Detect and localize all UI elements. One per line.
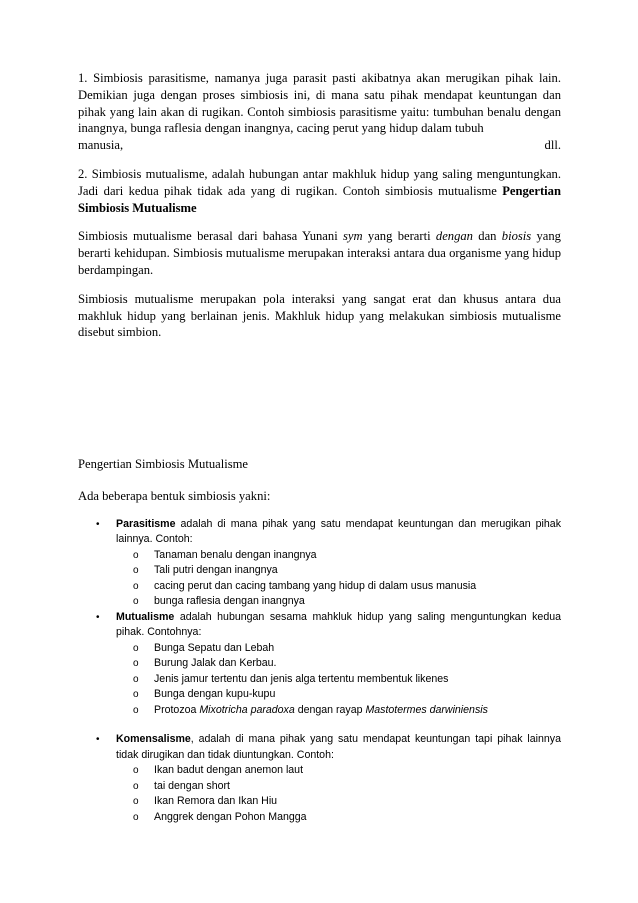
sub-bullet-icon: o <box>133 765 139 777</box>
paragraph-mutualisme-text: 2. Simbiosis mutualisme, adalah hubungan antar makhluk hidup yang saling menguntungkan. Jadi dari kedua pihak tidak ada yang di rugikan. Contoh simbiosis mutualisme <box>78 166 561 198</box>
paragraph-parasitisme-text: 1. Simbiosis parasitisme, namanya juga parasit pasti akibatnya akan merugikan pihak lain. Demikian juga dengan proses simbiosis ini, di mana satu pihak mendapat keuntungan dan pihak yang lain akan di rugikan. Contoh simbiosis parasitisme yaitu: tumbuhan benalu dengan inangnya, bunga raflesia dengan inangnya, cacing perut yang hidup dalam tubuh <box>78 71 561 136</box>
list-item <box>116 641 561 657</box>
list-item <box>116 687 561 703</box>
examples-komensalisme <box>116 763 561 825</box>
bullet-icon: • <box>96 611 100 623</box>
desc-komensalisme: , adalah di mana pihak yang satu mendapat keuntungan tapi pihak lainnya tidak dirugikan dan tidak diuntungkan. Contoh: <box>116 733 561 761</box>
paragraph-parasitisme <box>78 70 561 137</box>
list-item <box>116 594 561 610</box>
example-text: Tanaman benalu dengan inangnya <box>154 548 317 561</box>
sub-bullet-icon: o <box>133 549 139 561</box>
bullet-icon: • <box>96 518 100 530</box>
example-text: Jenis jamur tertentu dan jenis alga tertentu membentuk likenes <box>154 672 449 685</box>
section-intro: Ada beberapa bentuk simbiosis yakni: <box>78 488 271 503</box>
list-item-mutualisme <box>78 610 561 719</box>
desc-parasitisme: adalah di mana pihak yang satu mendapat keuntungan dan merugikan pihak lainnya. Contoh: <box>116 517 561 546</box>
term-komensalisme: Komensalisme <box>116 733 191 746</box>
paragraph-simbion-text: Simbiosis mutualisme merupakan pola interaksi yang sangat erat dan khusus antara dua makhluk hidup yang berlainan jenis. Makhluk hidup yang melakukan simbiosis mutualisme disebut simbion. <box>78 291 561 340</box>
list-item <box>116 672 561 688</box>
sub-bullet-icon: o <box>133 689 139 701</box>
list-item <box>116 779 561 795</box>
list-item <box>116 794 561 810</box>
list-item <box>116 763 561 779</box>
document-top-section <box>78 70 561 341</box>
sub-bullet-icon: o <box>133 704 139 716</box>
sub-bullet-icon: o <box>133 658 139 670</box>
paragraph-parasitisme-last-left: manusia, <box>78 138 124 153</box>
example-text: tai dengan short <box>154 779 230 792</box>
examples-parasitisme <box>116 548 561 610</box>
example-text: Bunga dengan kupu-kupu <box>154 688 276 701</box>
document-bottom-section <box>78 456 561 825</box>
desc-mutualisme: adalah hubungan sesama mahkluk hidup yang saling menguntungkan kedua pihak. Contohnya: <box>116 610 561 639</box>
example-text: bunga raflesia dengan inangnya <box>154 595 305 608</box>
etymology-italic-biosis: biosis <box>501 229 532 244</box>
example-text: Burung Jalak dan Kerbau. <box>154 657 277 670</box>
list-item-komensalisme <box>78 732 561 825</box>
etymology-italic-dengan: dengan <box>435 229 473 244</box>
term-parasitisme: Parasitisme <box>116 517 176 530</box>
bullet-icon: • <box>96 734 100 746</box>
paragraph-parasitisme-last-right: dll. <box>544 138 561 153</box>
example-text: Bunga Sepatu dan Lebah <box>154 641 275 654</box>
sub-bullet-icon: o <box>133 580 139 592</box>
sub-bullet-icon: o <box>133 811 139 823</box>
sub-bullet-icon: o <box>133 596 139 608</box>
simbiosis-types-list <box>78 517 561 826</box>
paragraph-simbion <box>78 291 561 341</box>
list-item <box>116 548 561 564</box>
example-text: cacing perut dan cacing tambang yang hidup di dalam usus manusia <box>154 579 477 592</box>
etymology-italic-sym: sym <box>343 229 363 244</box>
section-heading: Pengertian Simbiosis Mutualisme <box>78 457 249 471</box>
paragraph-mutualisme-bold-tail: Pengertian Simbiosis Mutualisme <box>78 183 561 215</box>
etymology-text-1: Simbiosis mutualisme berasal dari bahasa Yunani <box>78 229 338 244</box>
paragraph-mutualisme <box>78 166 561 216</box>
example-text: Anggrek dengan Pohon Mangga <box>154 810 307 823</box>
etymology-text-2: yang berarti <box>367 229 431 244</box>
example-text: Tali putri dengan inangnya <box>154 564 278 577</box>
examples-mutualisme <box>116 641 561 719</box>
example-text: Ikan Remora dan Ikan Hiu <box>154 795 278 808</box>
etymology-text-4: yang berarti kehidupan. Simbiosis mutualisme merupakan interaksi antara dua organisme yang hidup berdampingan. <box>78 229 561 277</box>
etymology-text-3: dan <box>478 229 497 244</box>
sub-bullet-icon: o <box>133 796 139 808</box>
list-item <box>116 579 561 595</box>
example-text: Ikan badut dengan anemon laut <box>154 764 304 777</box>
list-item <box>116 810 561 826</box>
paragraph-parasitisme-last-line <box>78 137 561 154</box>
list-item-parasitisme <box>78 517 561 610</box>
example-protozoa-text-2: dengan rayap <box>294 703 366 716</box>
sub-bullet-icon: o <box>133 642 139 654</box>
example-protozoa-species: Mixotricha paradoxa <box>199 703 295 716</box>
list-item <box>116 563 561 579</box>
example-termite-species: Mastotermes darwiniensis <box>365 703 488 716</box>
sub-bullet-icon: o <box>133 673 139 685</box>
sub-bullet-icon: o <box>133 565 139 577</box>
term-mutualisme: Mutualisme <box>116 610 175 623</box>
list-item <box>116 703 561 719</box>
example-protozoa-text-1: Protozoa <box>154 703 200 716</box>
list-item <box>116 656 561 672</box>
sub-bullet-icon: o <box>133 780 139 792</box>
paragraph-etymology <box>78 228 561 278</box>
